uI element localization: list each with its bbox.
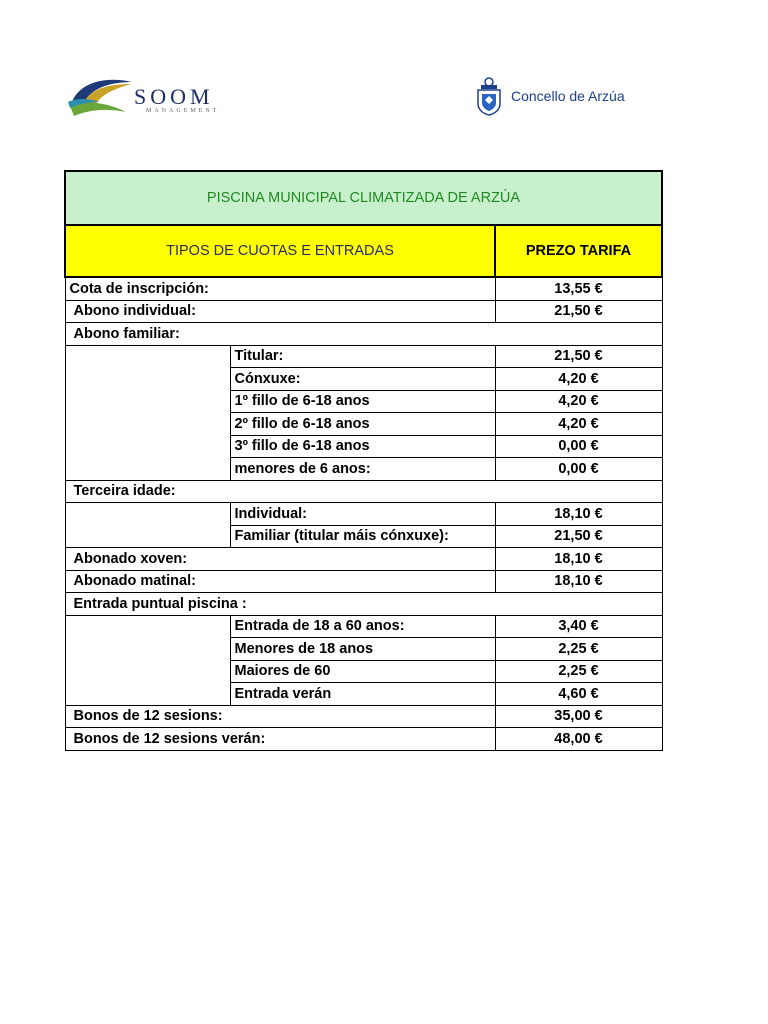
row-label: 1º fillo de 6-18 anos <box>230 390 495 413</box>
row-price: 13,55 € <box>495 277 662 300</box>
section-label: Entrada puntual piscina : <box>65 593 662 616</box>
concello-name: Concello de Arzúa <box>511 88 625 104</box>
table-row <box>65 345 662 368</box>
row-label: Entrada verán <box>230 683 495 706</box>
table-row <box>65 728 662 751</box>
row-price: 21,50 € <box>495 300 662 323</box>
row-label: menores de 6 anos: <box>230 458 495 481</box>
row-price: 2,25 € <box>495 660 662 683</box>
table-row <box>65 548 662 571</box>
row-label: Bonos de 12 sesions verán: <box>65 728 495 751</box>
row-label: 3º fillo de 6-18 anos <box>230 435 495 458</box>
row-price: 21,50 € <box>495 525 662 548</box>
soom-logo <box>66 72 248 120</box>
row-price: 0,00 € <box>495 458 662 481</box>
table-row <box>65 300 662 323</box>
row-price: 4,20 € <box>495 413 662 436</box>
table-row <box>65 503 662 526</box>
row-label: Cota de inscripción: <box>65 277 495 300</box>
soom-swirl-icon <box>66 72 136 120</box>
row-price: 21,50 € <box>495 345 662 368</box>
section-label: Terceira idade: <box>65 480 662 503</box>
empty-cell <box>65 503 230 548</box>
row-price: 4,60 € <box>495 683 662 706</box>
row-price: 35,00 € <box>495 705 662 728</box>
table-row <box>65 615 662 638</box>
soom-name: SOOM <box>134 84 214 109</box>
row-price: 2,25 € <box>495 638 662 661</box>
empty-cell <box>65 615 230 705</box>
row-label: Individual: <box>230 503 495 526</box>
row-label: Familiar (titular máis cónxuxe): <box>230 525 495 548</box>
table-row <box>65 570 662 593</box>
row-label: Abonado matinal: <box>65 570 495 593</box>
row-price: 4,20 € <box>495 390 662 413</box>
row-label: Maiores de 60 <box>230 660 495 683</box>
row-price: 48,00 € <box>495 728 662 751</box>
table-row <box>65 480 662 503</box>
coat-of-arms-icon <box>474 76 504 116</box>
table-row <box>65 277 662 300</box>
empty-cell <box>65 345 230 480</box>
row-label: Abono individual: <box>65 300 495 323</box>
row-label: Entrada de 18 a 60 anos: <box>230 615 495 638</box>
soom-subtitle: MANAGEMENT <box>146 108 220 114</box>
section-label: Abono familiar: <box>65 323 662 346</box>
concello-logo <box>474 76 664 116</box>
row-label: Cónxuxe: <box>230 368 495 391</box>
row-price: 18,10 € <box>495 570 662 593</box>
table-row <box>65 593 662 616</box>
table-title: PISCINA MUNICIPAL CLIMATIZADA DE ARZÚA <box>65 171 662 225</box>
row-price: 18,10 € <box>495 548 662 571</box>
row-price: 18,10 € <box>495 503 662 526</box>
row-label: Menores de 18 anos <box>230 638 495 661</box>
column-header-types: TIPOS DE CUOTAS E ENTRADAS <box>65 225 495 277</box>
table-row <box>65 705 662 728</box>
row-label: 2º fillo de 6-18 anos <box>230 413 495 436</box>
rates-table <box>64 170 663 751</box>
table-row <box>65 323 662 346</box>
row-price: 0,00 € <box>495 435 662 458</box>
row-label: Bonos de 12 sesions: <box>65 705 495 728</box>
row-price: 4,20 € <box>495 368 662 391</box>
column-header-price: PREZO TARIFA <box>495 225 662 277</box>
row-price: 3,40 € <box>495 615 662 638</box>
row-label: Abonado xoven: <box>65 548 495 571</box>
row-label: Titular: <box>230 345 495 368</box>
